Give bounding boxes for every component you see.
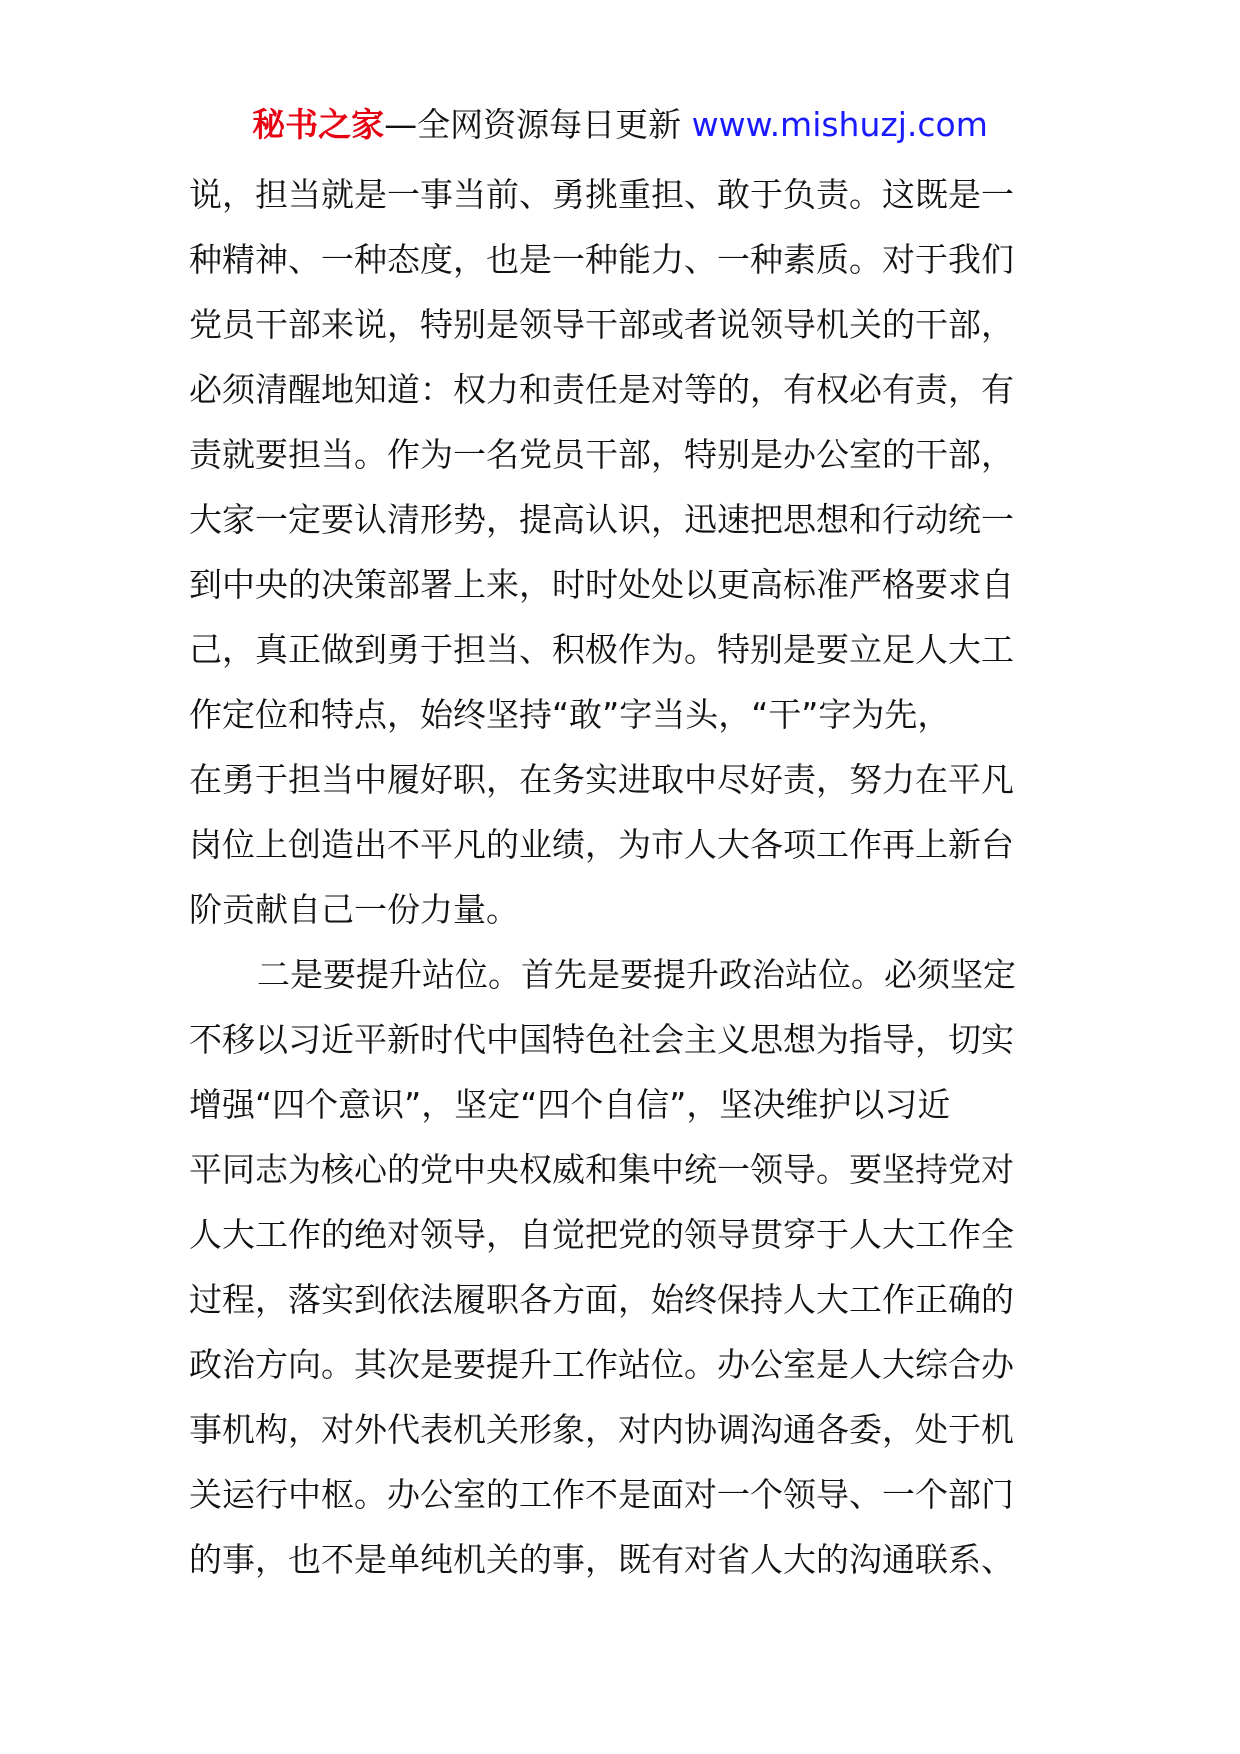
text-line: 的事，也不是单纯机关的事，既有对省人大的沟通联系、 — [189, 1540, 1014, 1579]
text-line: 大家一定要认清形势，提高认识，迅速把思想和行动统一 — [189, 500, 1014, 539]
paragraph-start-line: 二是要提升站位。首先是要提升政治站位。必须坚定 — [257, 955, 1016, 994]
text-line: 阶贡献自己一份力量。 — [189, 890, 519, 929]
document-body — [189, 162, 1059, 1592]
text-line: 平同志为核心的党中央权威和集中统一领导。要坚持党对 — [189, 1150, 1014, 1189]
text-line: 党员干部来说，特别是领导干部或者说领导机关的干部， — [189, 305, 1014, 344]
header-slogan: —全网资源每日更新 — [384, 105, 692, 144]
text-line: 增强“四个意识”，坚定“四个自信”，坚决维护以习近 — [189, 1085, 951, 1124]
text-line: 政治方向。其次是要提升工作站位。办公室是人大综合办 — [189, 1345, 1014, 1384]
text-line: 责就要担当。作为一名党员干部，特别是办公室的干部， — [189, 435, 1014, 474]
text-line: 不移以习近平新时代中国特色社会主义思想为指导，切实 — [189, 1020, 1014, 1059]
text-line: 关运行中枢。办公室的工作不是面对一个领导、一个部门 — [189, 1475, 1014, 1514]
site-url-link[interactable]: www.mishuzj.com — [691, 105, 988, 144]
text-line: 岗位上创造出不平凡的业绩，为市人大各项工作再上新台 — [189, 825, 1014, 864]
text-line: 在勇于担当中履好职，在务实进取中尽好责，努力在平凡 — [189, 760, 1014, 799]
text-line: 人大工作的绝对领导，自觉把党的领导贯穿于人大工作全 — [189, 1215, 1014, 1254]
text-line: 种精神、一种态度，也是一种能力、一种素质。对于我们 — [189, 240, 1014, 279]
text-line: 到中央的决策部署上来，时时处处以更高标准严格要求自 — [189, 565, 1014, 604]
text-line: 事机构，对外代表机关形象，对内协调沟通各委，处于机 — [189, 1410, 1014, 1449]
text-line: 说，担当就是一事当前、勇挑重担、敢于负责。这既是一 — [189, 175, 1014, 214]
text-line: 己，真正做到勇于担当、积极作为。特别是要立足人大工 — [189, 630, 1014, 669]
site-header — [0, 100, 1240, 150]
text-line: 过程，落实到依法履职各方面，始终保持人大工作正确的 — [189, 1280, 1014, 1319]
text-line: 作定位和特点，始终坚持“敢”字当头，“干”字为先， — [189, 695, 951, 734]
brand-name: 秘书之家 — [252, 105, 385, 144]
text-line: 必须清醒地知道：权力和责任是对等的，有权必有责，有 — [189, 370, 1014, 409]
